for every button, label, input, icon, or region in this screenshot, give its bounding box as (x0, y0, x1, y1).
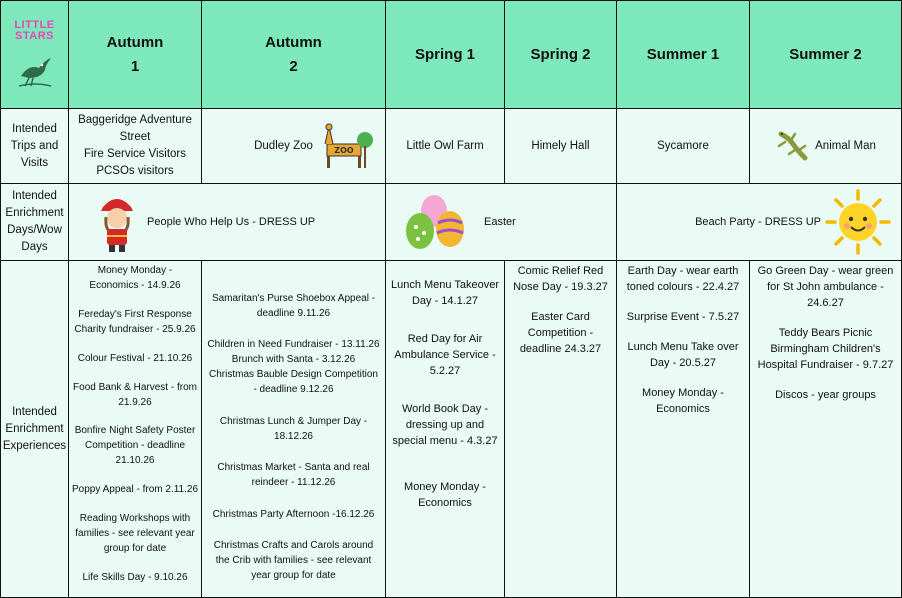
list-item: Lunch Menu Takeover Day - 14.1.27 (390, 279, 500, 307)
header-summer-2: Summer 2 (749, 0, 902, 109)
list-item: Comic Relief Red Nose Day - 19.3.27 (513, 265, 608, 293)
list-item: Children in Need Fundraiser - 13.11.26 (207, 339, 380, 351)
logo-cell (0, 0, 69, 109)
days-summer: Beach Party - DRESS UP (616, 183, 902, 261)
experiences-spring-1 (385, 260, 505, 598)
zoo-sign: ZOO (334, 146, 354, 155)
header-spring-2: Spring 2 (504, 0, 617, 109)
list-item: Reading Workshops with families - see relevant year group for date (75, 513, 195, 555)
list-item: Christmas Market - Santa and real reindeer - 11.12.26 (217, 462, 370, 489)
list-item: Go Green Day - wear green for St John ambulance - 24.6.27 (757, 265, 894, 309)
list-item: Money Monday - Economics (404, 481, 486, 509)
bird-icon (15, 50, 55, 90)
header-spring-1: Spring 1 (385, 0, 505, 109)
list-item: Colour Festival - 21.10.26 (77, 352, 193, 364)
trips-autumn-1: Baggeridge Adventure Street Fire Service Visitors PCSOs visitors (68, 108, 202, 184)
zoo-icon (317, 122, 373, 170)
list-item: Fereday's First Response Charity fundraiser - 25.9.26 (74, 308, 196, 335)
list-item: Money Monday - Economics - 14.9.26 (89, 265, 181, 291)
list-item: Poppy Appeal - from 2.11.26 (72, 484, 199, 496)
list-item: Brunch with Santa - 3.12.26 (231, 354, 356, 366)
list-item: Christmas Crafts and Carols around the Crib with families - see relevant year group for date (213, 539, 374, 581)
experiences-summer-1 (616, 260, 750, 598)
label-days: Intended Enrichment Days/Wow Days (0, 183, 69, 261)
days-spring: Easter (385, 183, 617, 261)
list-item: Christmas Lunch & Jumper Day - 18.12.26 (219, 415, 368, 442)
list-item: Food Bank & Harvest - from 21.9.26 (73, 381, 197, 408)
experiences-spring-2 (504, 260, 617, 598)
list-item: Red Day for Air Ambulance Service - 5.2.27 (394, 333, 496, 377)
label-experiences: Intended Enrichment Experiences (0, 260, 69, 598)
easter-eggs-icon (402, 193, 470, 251)
list-item: Bonfire Night Safety Poster Competition - deadline 21.10.26 (74, 425, 196, 467)
list-item: Christmas Party Afternoon -16.12.26 (212, 508, 375, 520)
sun-icon (825, 189, 891, 255)
list-item: Life Skills Day - 9.10.26 (82, 571, 188, 583)
list-item: Lunch Menu Take over Day - 20.5.27 (627, 341, 739, 369)
list-item: World Book Day - dressing up and special menu - 4.3.27 (392, 403, 498, 447)
firefighter-icon (95, 191, 139, 253)
header-summer-1: Summer 1 (616, 0, 750, 109)
trips-autumn-2: Dudley Zoo ZOO (201, 108, 386, 184)
trips-spring-1: Little Owl Farm (385, 108, 505, 184)
list-item: Discos - year groups (775, 389, 876, 401)
list-item: Money Monday -Economics (642, 387, 724, 415)
trips-summer-2: Animal Man (749, 108, 902, 184)
trips-spring-2: Himely Hall (504, 108, 617, 184)
logo-line2: STARS (15, 29, 54, 42)
list-group (206, 337, 381, 397)
label-trips: Intended Trips and Visits (0, 108, 69, 184)
experiences-autumn-2 (201, 260, 386, 598)
experiences-autumn-1 (68, 260, 202, 598)
header-autumn-1: Autumn 1 (68, 0, 202, 109)
list-item: Teddy Bears Picnic Birmingham Children's Hospital Fundraiser - 9.7.27 (757, 327, 894, 371)
logo-line1: LITTLE (14, 18, 55, 31)
list-item: Earth Day - wear earth toned colours - 22.4.27 (626, 265, 740, 293)
list-item: Easter Card Competition - deadline 24.3.27 (519, 311, 602, 355)
trips-summer-1: Sycamore (616, 108, 750, 184)
days-autumn: People Who Help Us - DRESS UP (68, 183, 386, 261)
header-autumn-2: Autumn 2 (201, 0, 386, 109)
list-item: Samaritan's Purse Shoebox Appeal - deadline 9.11.26 (211, 293, 376, 319)
list-item: Surprise Event - 7.5.27 (626, 311, 740, 323)
lizard-icon (775, 128, 811, 164)
list-item: Christmas Bauble Design Competition - deadline 9.12.26 (209, 369, 378, 396)
experiences-summer-2 (749, 260, 902, 598)
